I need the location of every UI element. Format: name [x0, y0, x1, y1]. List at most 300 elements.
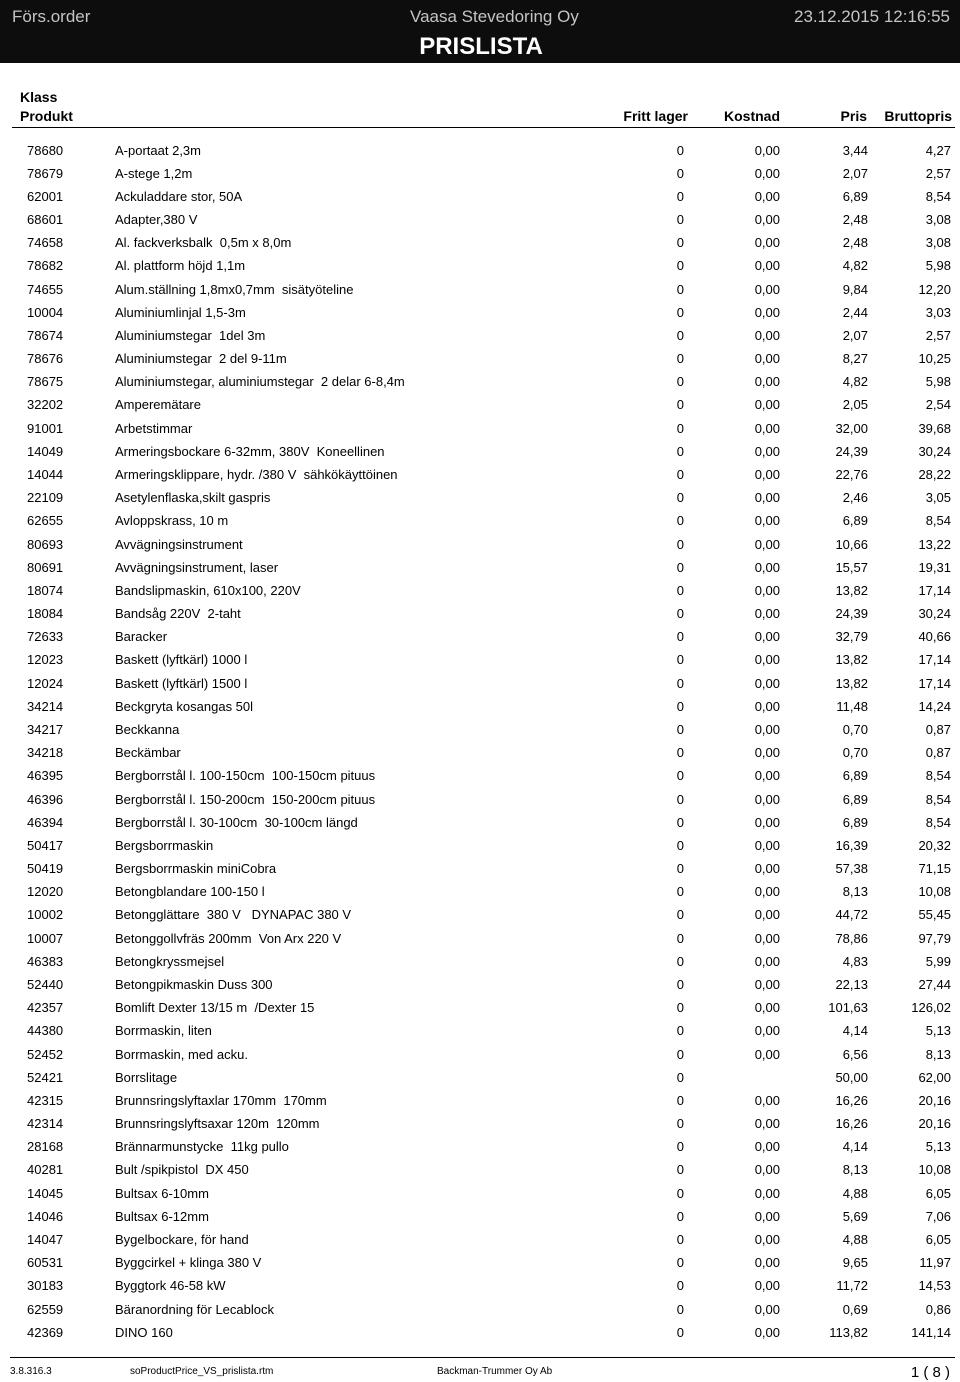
gross-price-value: 71,15 — [918, 861, 951, 877]
product-code: 78676 — [27, 351, 64, 367]
gross-price-value: 0,87 — [925, 745, 951, 761]
stock-value: 0 — [676, 1278, 684, 1294]
gross-price-value: 97,79 — [918, 930, 951, 946]
product-code: 78679 — [27, 165, 64, 181]
table-row — [0, 1066, 960, 1089]
price-value: 16,26 — [835, 1092, 868, 1108]
product-name: Byggcirkel + klinga 380 V — [115, 1255, 262, 1271]
table-row — [0, 278, 960, 301]
gross-price-value: 14,53 — [918, 1278, 951, 1294]
cost-value: 0,00 — [754, 884, 780, 900]
table-row — [0, 1019, 960, 1042]
price-value: 9,65 — [842, 1255, 868, 1271]
table-row — [0, 672, 960, 695]
price-value: 4,88 — [842, 1185, 868, 1201]
price-value: 2,46 — [842, 490, 868, 506]
product-name: A-stege 1,2m — [115, 165, 193, 181]
product-code: 42315 — [27, 1092, 64, 1108]
product-code: 34217 — [27, 722, 64, 737]
table-row — [0, 139, 960, 162]
product-code: 34214 — [27, 698, 64, 714]
table-row — [0, 625, 960, 648]
product-name: Betongglättare 380 V DYNAPAC 380 V — [115, 907, 352, 923]
table-row — [0, 1228, 960, 1251]
table-row — [0, 811, 960, 834]
gross-price-value: 5,98 — [925, 374, 951, 390]
column-header-fritt-lager: Fritt lager — [623, 108, 688, 124]
gross-price-value: 14,24 — [918, 698, 951, 714]
table-row — [0, 602, 960, 625]
stock-value: 0 — [676, 1301, 684, 1317]
table-row — [0, 393, 960, 416]
cost-value: 0,00 — [754, 698, 780, 714]
price-value: 5,69 — [842, 1208, 868, 1224]
gross-price-value: 12,20 — [918, 281, 951, 297]
stock-value: 0 — [676, 258, 684, 274]
price-value: 101,63 — [828, 1000, 868, 1016]
product-name: Avloppskrass, 10 m — [115, 513, 229, 529]
product-code: 74658 — [27, 235, 64, 251]
print-timestamp: 23.12.2015 12:16:55 — [794, 7, 950, 26]
price-value: 6,89 — [842, 768, 868, 784]
footer-divider — [10, 1357, 955, 1358]
table-row — [0, 950, 960, 973]
table-row — [0, 1274, 960, 1297]
product-code: 44380 — [27, 1023, 64, 1039]
table-row — [0, 996, 960, 1019]
price-value: 13,82 — [835, 675, 868, 691]
page-number: 1 ( 8 ) — [910, 1364, 950, 1381]
cost-value: 0,00 — [754, 1023, 780, 1039]
product-code: 78682 — [27, 258, 64, 274]
table-row — [0, 764, 960, 787]
table-row — [0, 973, 960, 996]
product-name: Aluminiumstegar 1del 3m — [115, 327, 266, 343]
cost-value: 0,00 — [754, 1255, 780, 1271]
gross-price-value: 7,06 — [925, 1208, 951, 1224]
cost-value: 0,00 — [754, 165, 780, 181]
price-value: 4,82 — [842, 258, 868, 274]
gross-price-value: 8,54 — [925, 768, 951, 784]
stock-value: 0 — [676, 188, 684, 204]
stock-value: 0 — [676, 976, 684, 992]
cost-value: 0,00 — [754, 1301, 780, 1317]
product-name: Brännarmunstycke 11kg pullo — [115, 1139, 289, 1155]
price-value: 16,39 — [835, 837, 868, 853]
stock-value: 0 — [676, 467, 684, 483]
product-code: 46383 — [27, 953, 64, 969]
gross-price-value: 19,31 — [918, 559, 951, 575]
price-value: 4,82 — [842, 374, 868, 390]
table-row — [0, 718, 960, 741]
cost-value: 0,00 — [754, 258, 780, 274]
price-value: 9,84 — [842, 281, 868, 297]
table-row — [0, 927, 960, 950]
gross-price-value: 8,13 — [925, 1046, 951, 1062]
cost-value: 0,00 — [754, 1116, 780, 1132]
product-code: 62559 — [27, 1301, 64, 1317]
stock-value: 0 — [676, 930, 684, 946]
stock-value: 0 — [676, 490, 684, 506]
price-value: 24,39 — [835, 443, 868, 459]
cost-value: 0,00 — [754, 467, 780, 483]
product-name: Betongkryssmejsel — [115, 953, 225, 969]
stock-value: 0 — [676, 142, 684, 158]
gross-price-value: 3,03 — [925, 304, 951, 320]
product-name: Betonggollvfräs 200mm Von Arx 220 V — [115, 930, 342, 946]
gross-price-value: 2,57 — [925, 327, 951, 343]
column-header-kostnad: Kostnad — [724, 108, 780, 124]
header-divider — [12, 127, 955, 128]
product-name: Al. plattform höjd 1,1m — [115, 258, 246, 274]
gross-price-value: 3,08 — [925, 212, 951, 228]
stock-value: 0 — [676, 443, 684, 459]
price-value: 11,48 — [836, 698, 868, 714]
product-name: Bäranordning för Lecablock — [115, 1301, 274, 1317]
table-row — [0, 556, 960, 579]
stock-value: 0 — [676, 327, 684, 343]
product-name: Aluminiumstegar 2 del 9-11m — [115, 351, 287, 367]
price-value: 57,38 — [835, 861, 868, 877]
column-header-klass: Klass — [20, 89, 58, 105]
stock-value: 0 — [676, 1092, 684, 1108]
product-code: 74655 — [27, 281, 64, 297]
company-name: Vaasa Stevedoring Oy — [410, 7, 579, 26]
price-value: 2,05 — [842, 397, 868, 413]
product-name: Armeringsklippare, hydr. /380 V sähkökäyttöinen — [115, 467, 398, 483]
product-name: Beckgryta kosangas 50l — [115, 698, 254, 714]
price-value: 4,14 — [842, 1139, 868, 1155]
table-row — [0, 1135, 960, 1158]
table-row — [0, 231, 960, 254]
cost-value: 0,00 — [754, 606, 780, 622]
product-name: Beckämbar — [115, 745, 181, 761]
product-name: A-portaat 2,3m — [115, 142, 201, 158]
product-name: Bergborrstål l. 30-100cm 30-100cm längd — [115, 814, 358, 830]
price-value: 6,89 — [842, 513, 868, 529]
product-name: Bomlift Dexter 13/15 m /Dexter 15 — [115, 1000, 315, 1016]
product-code: 40281 — [27, 1162, 64, 1178]
stock-value: 0 — [676, 698, 684, 714]
gross-price-value: 17,14 — [918, 582, 951, 598]
gross-price-value: 20,32 — [918, 837, 951, 853]
gross-price-value: 10,08 — [918, 1162, 951, 1178]
product-code: 46395 — [27, 768, 64, 784]
gross-price-value: 141,14 — [911, 1324, 951, 1340]
price-value: 4,14 — [842, 1023, 868, 1039]
price-value: 13,82 — [835, 652, 868, 668]
product-name: Aluminiumlinjal 1,5-3m — [115, 304, 246, 320]
product-code: 14046 — [27, 1208, 64, 1224]
stock-value: 0 — [676, 559, 684, 575]
product-name: Bygelbockare, för hand — [115, 1231, 249, 1247]
price-value: 0,70 — [842, 745, 868, 761]
price-value: 32,00 — [835, 420, 868, 436]
cost-value: 0,00 — [754, 513, 780, 529]
cost-value: 0,00 — [754, 582, 780, 598]
price-value: 78,86 — [835, 930, 868, 946]
gross-price-value: 39,68 — [918, 420, 951, 436]
product-name: Alum.ställning 1,8mx0,7mm sisätyöteline — [115, 281, 354, 297]
price-value: 11,72 — [836, 1278, 868, 1294]
gross-price-value: 10,25 — [918, 351, 951, 367]
product-code: 62001 — [27, 188, 64, 204]
product-code: 10004 — [27, 304, 64, 320]
footer-version: 3.8.316.3 — [10, 1366, 52, 1377]
stock-value: 0 — [676, 1231, 684, 1247]
gross-price-value: 8,54 — [925, 791, 951, 807]
gross-price-value: 8,54 — [925, 814, 951, 830]
cost-value: 0,00 — [754, 397, 780, 413]
table-row — [0, 1089, 960, 1112]
stock-value: 0 — [676, 768, 684, 784]
product-code: 18084 — [27, 606, 64, 622]
gross-price-value: 10,08 — [918, 884, 951, 900]
product-code: 14047 — [27, 1231, 64, 1247]
gross-price-value: 55,45 — [918, 907, 951, 923]
table-row — [0, 880, 960, 903]
stock-value: 0 — [676, 235, 684, 251]
stock-value: 0 — [676, 1046, 684, 1062]
table-row — [0, 533, 960, 556]
cost-value: 0,00 — [754, 1162, 780, 1178]
cost-value: 0,00 — [754, 745, 780, 761]
product-name: Bultsax 6-10mm — [115, 1185, 209, 1201]
product-code: 46396 — [27, 791, 64, 807]
gross-price-value: 126,02 — [911, 1000, 951, 1016]
cost-value: 0,00 — [754, 675, 780, 691]
cost-value: 0,00 — [754, 281, 780, 297]
product-code: 80691 — [27, 559, 64, 575]
gross-price-value: 62,00 — [918, 1069, 951, 1085]
cost-value: 0,00 — [754, 327, 780, 343]
cost-value: 0,00 — [754, 791, 780, 807]
product-name: Arbetstimmar — [115, 420, 193, 436]
price-value: 8,13 — [842, 1162, 868, 1178]
gross-price-value: 5,99 — [925, 953, 951, 969]
product-name: Betongblandare 100-150 l — [115, 884, 265, 900]
gross-price-value: 4,27 — [925, 142, 951, 158]
stock-value: 0 — [676, 791, 684, 807]
product-code: 62655 — [27, 513, 64, 529]
cost-value: 0,00 — [754, 768, 780, 784]
table-row — [0, 579, 960, 602]
table-row — [0, 301, 960, 324]
product-code: 14044 — [27, 467, 64, 483]
cost-value: 0,00 — [754, 837, 780, 853]
product-code: 12020 — [27, 884, 64, 900]
stock-value: 0 — [676, 351, 684, 367]
price-value: 15,57 — [835, 559, 868, 575]
table-row — [0, 463, 960, 486]
gross-price-value: 3,08 — [925, 235, 951, 251]
cost-value: 0,00 — [754, 1092, 780, 1108]
product-code: 10002 — [27, 907, 64, 923]
cost-value: 0,00 — [754, 907, 780, 923]
product-name: Bandslipmaskin, 610x100, 220V — [115, 582, 301, 598]
gross-price-value: 5,98 — [925, 258, 951, 274]
cost-value: 0,00 — [754, 490, 780, 506]
price-value: 16,26 — [835, 1116, 868, 1132]
price-value: 0,70 — [842, 722, 868, 737]
stock-value: 0 — [676, 907, 684, 923]
product-code: 91001 — [27, 420, 64, 436]
product-code: 30183 — [27, 1278, 64, 1294]
price-value: 32,79 — [835, 629, 868, 645]
stock-value: 0 — [676, 536, 684, 552]
product-code: 46394 — [27, 814, 64, 830]
cost-value: 0,00 — [754, 652, 780, 668]
price-value: 4,83 — [842, 953, 868, 969]
gross-price-value: 30,24 — [918, 443, 951, 459]
table-row — [0, 486, 960, 509]
cost-value: 0,00 — [754, 722, 780, 737]
gross-price-value: 20,16 — [918, 1116, 951, 1132]
gross-price-value: 5,13 — [925, 1139, 951, 1155]
product-name: Bergsborrmaskin miniCobra — [115, 861, 277, 877]
stock-value: 0 — [676, 420, 684, 436]
price-value: 22,13 — [835, 976, 868, 992]
table-row — [0, 185, 960, 208]
gross-price-value: 40,66 — [918, 629, 951, 645]
price-table — [0, 139, 960, 1345]
price-value: 6,89 — [842, 791, 868, 807]
cost-value: 0,00 — [754, 1046, 780, 1062]
product-code: 32202 — [27, 397, 64, 413]
footer-report-name: soProductPrice_VS_prislista.rtm — [130, 1366, 274, 1377]
product-code: 12023 — [27, 652, 64, 668]
cost-value: 0,00 — [754, 629, 780, 645]
gross-price-value: 0,87 — [925, 722, 951, 737]
gross-price-value: 5,13 — [925, 1023, 951, 1039]
table-row — [0, 370, 960, 393]
table-row — [0, 1298, 960, 1321]
price-value: 6,56 — [842, 1046, 868, 1062]
stock-value: 0 — [676, 1324, 684, 1340]
cost-value: 0,00 — [754, 188, 780, 204]
product-code: 42314 — [27, 1116, 64, 1132]
product-code: 50419 — [27, 861, 64, 877]
cost-value: 0,00 — [754, 443, 780, 459]
product-name: Beckkanna — [115, 722, 180, 737]
page-title: PRISLISTA — [419, 33, 543, 60]
stock-value: 0 — [676, 1255, 684, 1271]
cost-value: 0,00 — [754, 814, 780, 830]
stock-value: 0 — [676, 1185, 684, 1201]
stock-value: 0 — [676, 281, 684, 297]
cost-value: 0,00 — [754, 1324, 780, 1340]
product-name: Borrmaskin, liten — [115, 1023, 212, 1039]
product-name: Armeringsbockare 6-32mm, 380V Koneellinen — [115, 443, 385, 459]
cost-value: 0,00 — [754, 1208, 780, 1224]
cost-value: 0,00 — [754, 559, 780, 575]
product-name: Baracker — [115, 629, 168, 645]
table-row — [0, 1182, 960, 1205]
stock-value: 0 — [676, 1000, 684, 1016]
product-name: Baskett (lyftkärl) 1500 l — [115, 675, 248, 691]
product-code: 34218 — [27, 745, 64, 761]
price-value: 2,07 — [842, 327, 868, 343]
product-name: Bultsax 6-12mm — [115, 1208, 209, 1224]
gross-price-value: 0,86 — [925, 1301, 951, 1317]
product-code: 80693 — [27, 536, 64, 552]
product-name: Betongpikmaskin Duss 300 — [115, 976, 273, 992]
product-name: DINO 160 — [115, 1324, 173, 1340]
table-row — [0, 648, 960, 671]
table-row — [0, 1158, 960, 1181]
gross-price-value: 27,44 — [918, 976, 951, 992]
product-name: Avvägningsinstrument, laser — [115, 559, 279, 575]
price-value: 113,82 — [829, 1324, 868, 1340]
cost-value: 0,00 — [754, 420, 780, 436]
stock-value: 0 — [676, 212, 684, 228]
stock-value: 0 — [676, 1023, 684, 1039]
table-row — [0, 162, 960, 185]
stock-value: 0 — [676, 745, 684, 761]
cost-value: 0,00 — [754, 304, 780, 320]
product-code: 14045 — [27, 1185, 64, 1201]
cost-value: 0,00 — [754, 953, 780, 969]
product-code: 78680 — [27, 142, 64, 158]
product-code: 50417 — [27, 837, 64, 853]
cost-value: 0,00 — [754, 976, 780, 992]
product-code: 18074 — [27, 582, 64, 598]
product-code: 78675 — [27, 374, 64, 390]
cost-value: 0,00 — [754, 1231, 780, 1247]
gross-price-value: 13,22 — [918, 536, 951, 552]
price-value: 8,13 — [842, 884, 868, 900]
product-name: Adapter,380 V — [115, 212, 198, 228]
product-name: Asetylenflaska,skilt gaspris — [115, 490, 271, 506]
gross-price-value: 6,05 — [925, 1231, 951, 1247]
table-row — [0, 440, 960, 463]
stock-value: 0 — [676, 374, 684, 390]
product-code: 14049 — [27, 443, 64, 459]
product-code: 52452 — [27, 1046, 64, 1062]
price-value: 8,27 — [842, 351, 868, 367]
gross-price-value: 6,05 — [925, 1185, 951, 1201]
price-value: 6,89 — [842, 814, 868, 830]
product-code: 42369 — [27, 1324, 64, 1340]
stock-value: 0 — [676, 814, 684, 830]
stock-value: 0 — [676, 513, 684, 529]
price-value: 10,66 — [835, 536, 868, 552]
gross-price-value: 20,16 — [918, 1092, 951, 1108]
table-row — [0, 417, 960, 440]
gross-price-value: 2,54 — [925, 397, 951, 413]
gross-price-value: 8,54 — [925, 513, 951, 529]
cost-value: 0,00 — [754, 1278, 780, 1294]
cost-value: 0,00 — [754, 1185, 780, 1201]
table-row — [0, 788, 960, 811]
product-code: 60531 — [27, 1255, 64, 1271]
price-value: 3,44 — [842, 142, 868, 158]
table-row — [0, 324, 960, 347]
product-name: Bult /spikpistol DX 450 — [115, 1162, 249, 1178]
table-row — [0, 741, 960, 764]
product-code: 22109 — [27, 490, 64, 506]
product-name: Bergborrstål l. 100-150cm 100-150cm pituus — [115, 768, 376, 784]
table-row — [0, 1251, 960, 1274]
price-value: 24,39 — [835, 606, 868, 622]
cost-value: 0,00 — [754, 930, 780, 946]
cost-value: 0,00 — [754, 1000, 780, 1016]
product-code: 28168 — [27, 1139, 64, 1155]
cost-value: 0,00 — [754, 142, 780, 158]
price-value: 2,48 — [842, 212, 868, 228]
stock-value: 0 — [676, 397, 684, 413]
column-header-bruttopris: Bruttopris — [884, 108, 952, 124]
